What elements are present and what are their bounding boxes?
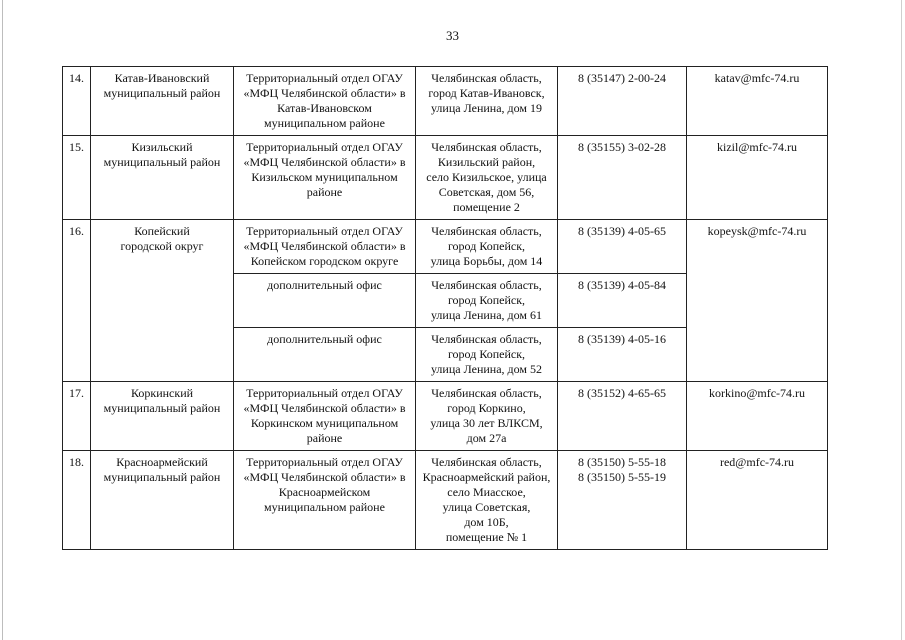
office-cell: Территориальный отдел ОГАУ «МФЦ Челябинской области» в Копейском городском округе <box>234 220 416 274</box>
row-number: 15. <box>63 136 91 220</box>
phone-cell: 8 (35150) 5-55-18 8 (35150) 5-55-19 <box>558 451 687 550</box>
office-cell: Территориальный отдел ОГАУ «МФЦ Челябинской области» в Красноармейском муниципальном районе <box>234 451 416 550</box>
municipality-cell: Кизильский муниципальный район <box>91 136 234 220</box>
office-cell: Территориальный отдел ОГАУ «МФЦ Челябинской области» в Катав-Ивановском муниципальном районе <box>234 67 416 136</box>
row-number: 16. <box>63 220 91 382</box>
municipality-cell: Копейский городской округ <box>91 220 234 382</box>
email-cell: katav@mfc-74.ru <box>687 67 828 136</box>
phone-cell: 8 (35139) 4-05-65 <box>558 220 687 274</box>
table-row <box>63 136 828 220</box>
office-cell: Территориальный отдел ОГАУ «МФЦ Челябинской области» в Коркинском муниципальном районе <box>234 382 416 451</box>
row-number: 14. <box>63 67 91 136</box>
address-cell: Челябинская область, город Копейск, улица Ленина, дом 61 <box>416 274 558 328</box>
email-cell: korkino@mfc-74.ru <box>687 382 828 451</box>
phone-cell: 8 (35147) 2-00-24 <box>558 67 687 136</box>
scan-left-edge <box>2 0 3 640</box>
table-row <box>63 382 828 451</box>
municipality-cell: Катав-Ивановский муниципальный район <box>91 67 234 136</box>
phone-cell: 8 (35139) 4-05-16 <box>558 328 687 382</box>
row-number: 18. <box>63 451 91 550</box>
page-number: 33 <box>446 28 459 43</box>
table-row <box>63 67 828 136</box>
address-cell: Челябинская область, Кизильский район, село Кизильское, улица Советская, дом 56, помещение 2 <box>416 136 558 220</box>
email-cell: kizil@mfc-74.ru <box>687 136 828 220</box>
phone-cell: 8 (35155) 3-02-28 <box>558 136 687 220</box>
office-cell: Территориальный отдел ОГАУ «МФЦ Челябинской области» в Кизильском муниципальном районе <box>234 136 416 220</box>
address-cell: Челябинская область, Красноармейский район, село Миасское, улица Советская, дом 10Б, помещение № 1 <box>416 451 558 550</box>
scan-right-edge <box>901 0 902 640</box>
email-cell: kopeysk@mfc-74.ru <box>687 220 828 382</box>
office-cell: дополнительный офис <box>234 274 416 328</box>
office-cell: дополнительный офис <box>234 328 416 382</box>
mfc-offices-table <box>62 66 828 550</box>
phone-cell: 8 (35152) 4-65-65 <box>558 382 687 451</box>
row-number: 17. <box>63 382 91 451</box>
address-cell: Челябинская область, город Катав-Ивановск, улица Ленина, дом 19 <box>416 67 558 136</box>
address-cell: Челябинская область, город Копейск, улица Ленина, дом 52 <box>416 328 558 382</box>
table-row <box>63 451 828 550</box>
address-cell: Челябинская область, город Копейск, улица Борьбы, дом 14 <box>416 220 558 274</box>
address-cell: Челябинская область, город Коркино, улица 30 лет ВЛКСМ, дом 27а <box>416 382 558 451</box>
municipality-cell: Коркинский муниципальный район <box>91 382 234 451</box>
email-cell: red@mfc-74.ru <box>687 451 828 550</box>
municipality-cell: Красноармейский муниципальный район <box>91 451 234 550</box>
phone-cell: 8 (35139) 4-05-84 <box>558 274 687 328</box>
table-row <box>63 220 828 274</box>
